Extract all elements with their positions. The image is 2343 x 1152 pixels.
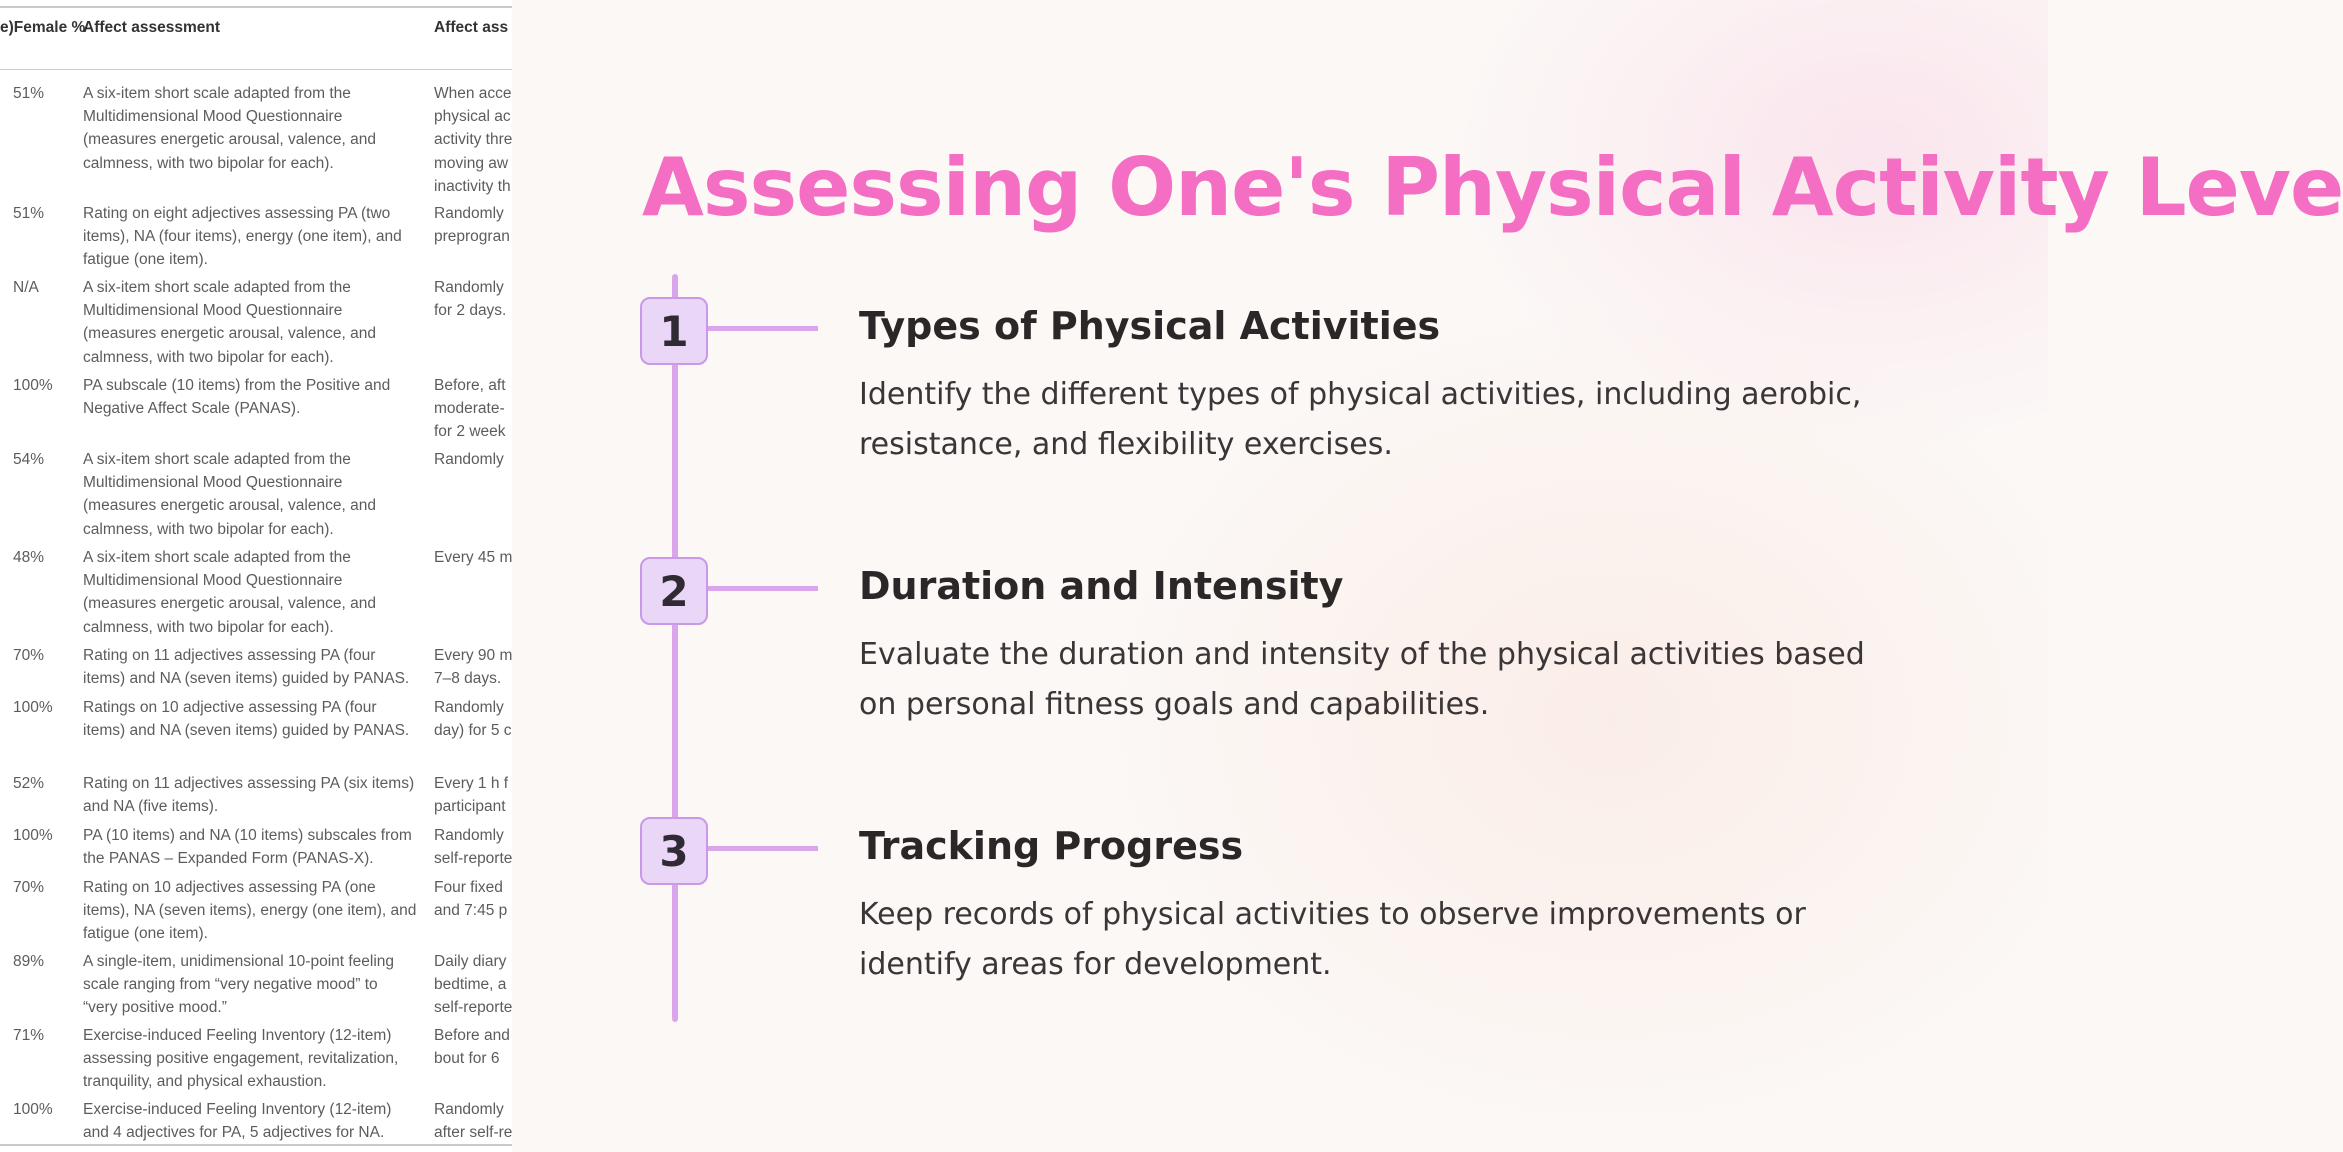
cell-line: fatigue (one item). [83, 925, 208, 943]
cell-line: (measures energetic arousal, valence, and [83, 325, 376, 343]
affect-timing-cell [434, 772, 512, 818]
cell-line: A six-item short scale adapted from the [83, 85, 351, 102]
cell-line: Rating on 10 adjectives assessing PA (one [83, 879, 376, 896]
cell-line: A six-item short scale adapted from the [83, 451, 351, 468]
cell-line: calmness, with two bipolar for each). [83, 618, 334, 636]
cell-line: Multidimensional Mood Questionnaire [83, 108, 343, 126]
cell-line: PA subscale (10 items) from the Positive and [83, 377, 391, 394]
affect-timing-cell [434, 1098, 512, 1144]
female-percent-cell: 70% [13, 879, 45, 896]
cell-line: Every 1 h f [434, 775, 509, 792]
cell-line: 7–8 days. [434, 670, 502, 688]
column-header-affect-timing: Affect ass [434, 19, 509, 36]
affect-timing-cell [434, 950, 512, 1020]
cell-line: calmness, with two bipolar for each). [83, 154, 334, 172]
affect-assessment-cell [83, 876, 433, 946]
table-bottom-rule [0, 1144, 512, 1146]
table-header-rule [0, 69, 512, 70]
cell-line: bout for 6 [434, 1050, 500, 1068]
affect-assessment-cell [83, 1024, 433, 1094]
cell-line: moving aw [434, 154, 509, 172]
female-percent-cell: 51% [13, 205, 45, 222]
cell-line: Randomly [434, 451, 504, 468]
cell-line: tranquility, and physical exhaustion. [83, 1073, 327, 1091]
slide-title: Assessing One's Physical Activity Leve [642, 141, 2343, 234]
cell-line: and 7:45 p [434, 902, 508, 920]
cell-line: for 2 days. [434, 302, 507, 320]
cell-line: for 2 week [434, 423, 506, 441]
step-connector [708, 846, 818, 851]
cell-line: Four fixed [434, 879, 503, 896]
table-top-rule [0, 6, 512, 8]
affect-timing-cell [434, 1024, 512, 1070]
step-description: Keep records of physical activities to observe improvements or identify areas for development. [859, 897, 1806, 982]
cell-line: Randomly [434, 205, 504, 222]
affect-timing-cell [434, 276, 512, 322]
cell-line: inactivity th [434, 177, 511, 195]
cell-line: Rating on 11 adjectives assessing PA (six items) [83, 775, 415, 792]
step-description: Evaluate the duration and intensity of the physical activities based on personal fitness goals and capabilities. [859, 637, 1865, 722]
affect-assessment-cell [83, 276, 433, 369]
cell-line: self-reporte [434, 999, 513, 1017]
cell-line: (measures energetic arousal, valence, and [83, 497, 376, 515]
cell-line: calmness, with two bipolar for each). [83, 348, 334, 366]
cell-line: PA (10 items) and NA (10 items) subscales from [83, 827, 412, 844]
research-table-image [0, 0, 512, 1152]
cell-line: Multidimensional Mood Questionnaire [83, 302, 343, 320]
cell-line: When acce [434, 85, 512, 102]
column-header-female: e)Female % [0, 19, 86, 36]
cell-line: after self-re [434, 1124, 513, 1142]
affect-assessment-cell [83, 374, 433, 420]
cell-line: Randomly [434, 827, 504, 844]
female-percent-cell: 89% [13, 953, 45, 970]
cell-line: preprogran [434, 228, 510, 246]
cell-line: bedtime, a [434, 976, 507, 994]
affect-timing-cell [434, 82, 512, 198]
step-number-badge: 1 [640, 297, 708, 365]
step-title: Tracking Progress [859, 824, 1244, 868]
cell-line: “very positive mood.” [83, 999, 227, 1017]
cell-line: items) and NA (seven items) guided by PANAS. [83, 722, 410, 740]
female-percent-cell: 48% [13, 549, 45, 566]
cell-line: Negative Affect Scale (PANAS). [83, 400, 301, 418]
cell-line: and 4 adjectives for PA, 5 adjectives for NA. [83, 1124, 385, 1142]
female-percent-cell: 100% [13, 699, 53, 716]
timeline-step-2 [512, 534, 2048, 754]
cell-line: (measures energetic arousal, valence, and [83, 595, 376, 613]
cell-line: Exercise-induced Feeling Inventory (12-item) [83, 1027, 392, 1044]
cell-line: and NA (five items). [83, 798, 219, 816]
cell-line: participant [434, 798, 506, 816]
female-percent-cell: 100% [13, 827, 53, 844]
affect-assessment-cell [83, 696, 433, 742]
cell-line: scale ranging from “very negative mood” to [83, 976, 378, 994]
cell-line: items), NA (seven items), energy (one item), and [83, 902, 417, 920]
cell-line: the PANAS – Expanded Form (PANAS-X). [83, 850, 374, 868]
cell-line: Before, aft [434, 377, 506, 394]
affect-timing-cell [434, 448, 512, 471]
cell-line: day) for 5 c [434, 722, 512, 740]
affect-timing-cell [434, 824, 512, 870]
cell-line: Randomly [434, 1101, 504, 1118]
cell-line: items), NA (four items), energy (one item), and [83, 228, 402, 246]
cell-line: Randomly [434, 279, 504, 296]
cell-line: Every 90 m [434, 647, 513, 664]
cell-line: Every 45 m [434, 549, 513, 566]
cell-line: (measures energetic arousal, valence, and [83, 131, 376, 149]
affect-timing-cell [434, 546, 512, 569]
cell-line: self-reporte [434, 850, 513, 868]
timeline-step-3 [512, 794, 2048, 1014]
affect-assessment-cell [83, 772, 433, 818]
step-number-badge: 2 [640, 557, 708, 625]
cell-line: items) and NA (seven items) guided by PANAS. [83, 670, 410, 688]
affect-assessment-cell [83, 82, 433, 175]
affect-assessment-cell [83, 644, 433, 690]
cell-line: activity thre [434, 131, 513, 149]
female-percent-cell: 100% [13, 377, 53, 394]
female-percent-cell: 51% [13, 85, 45, 102]
affect-timing-cell [434, 696, 512, 742]
column-header-affect-assessment: Affect assessment [83, 19, 220, 36]
cell-line: moderate- [434, 400, 505, 418]
timeline-step-1 [512, 274, 2048, 494]
affect-assessment-cell [83, 448, 433, 541]
cell-line: Rating on eight adjectives assessing PA (two [83, 205, 391, 222]
female-percent-cell: 52% [13, 775, 45, 792]
affect-assessment-cell [83, 202, 433, 272]
cell-line: A single-item, unidimensional 10-point feeling [83, 953, 395, 970]
cell-line: Rating on 11 adjectives assessing PA (four [83, 647, 376, 664]
cell-line: Exercise-induced Feeling Inventory (12-item) [83, 1101, 392, 1118]
cell-line: calmness, with two bipolar for each). [83, 520, 334, 538]
cell-line: A six-item short scale adapted from the [83, 279, 351, 296]
female-percent-cell: 71% [13, 1027, 45, 1044]
step-title: Types of Physical Activities [859, 304, 1441, 348]
step-connector [708, 586, 818, 591]
affect-assessment-cell [83, 546, 433, 639]
cell-line: Randomly [434, 699, 504, 716]
cell-line: A six-item short scale adapted from the [83, 549, 351, 566]
cell-line: physical ac [434, 108, 511, 126]
cell-line: Ratings on 10 adjective assessing PA (four [83, 699, 377, 716]
affect-timing-cell [434, 644, 512, 690]
affect-assessment-cell [83, 1098, 433, 1144]
affect-timing-cell [434, 202, 512, 248]
affect-timing-cell [434, 374, 512, 444]
step-title: Duration and Intensity [859, 564, 1344, 608]
cell-line: Multidimensional Mood Questionnaire [83, 474, 343, 492]
cell-line: Before and [434, 1027, 510, 1044]
cell-line: Multidimensional Mood Questionnaire [83, 572, 343, 590]
step-description: Identify the different types of physical activities, including aerobic, resistance, and flexibility exercises. [859, 377, 1862, 462]
cell-line: fatigue (one item). [83, 251, 208, 269]
cell-line: Daily diary [434, 953, 507, 970]
female-percent-cell: 70% [13, 647, 45, 664]
slide [512, 0, 2343, 1152]
affect-timing-cell [434, 876, 512, 922]
step-connector [708, 326, 818, 331]
step-number-badge: 3 [640, 817, 708, 885]
female-percent-cell: 54% [13, 451, 45, 468]
cell-line: assessing positive engagement, revitalization, [83, 1050, 399, 1068]
affect-assessment-cell [83, 950, 433, 1020]
female-percent-cell: 100% [13, 1101, 53, 1118]
affect-assessment-cell [83, 824, 433, 870]
female-percent-cell: N/A [13, 279, 39, 296]
